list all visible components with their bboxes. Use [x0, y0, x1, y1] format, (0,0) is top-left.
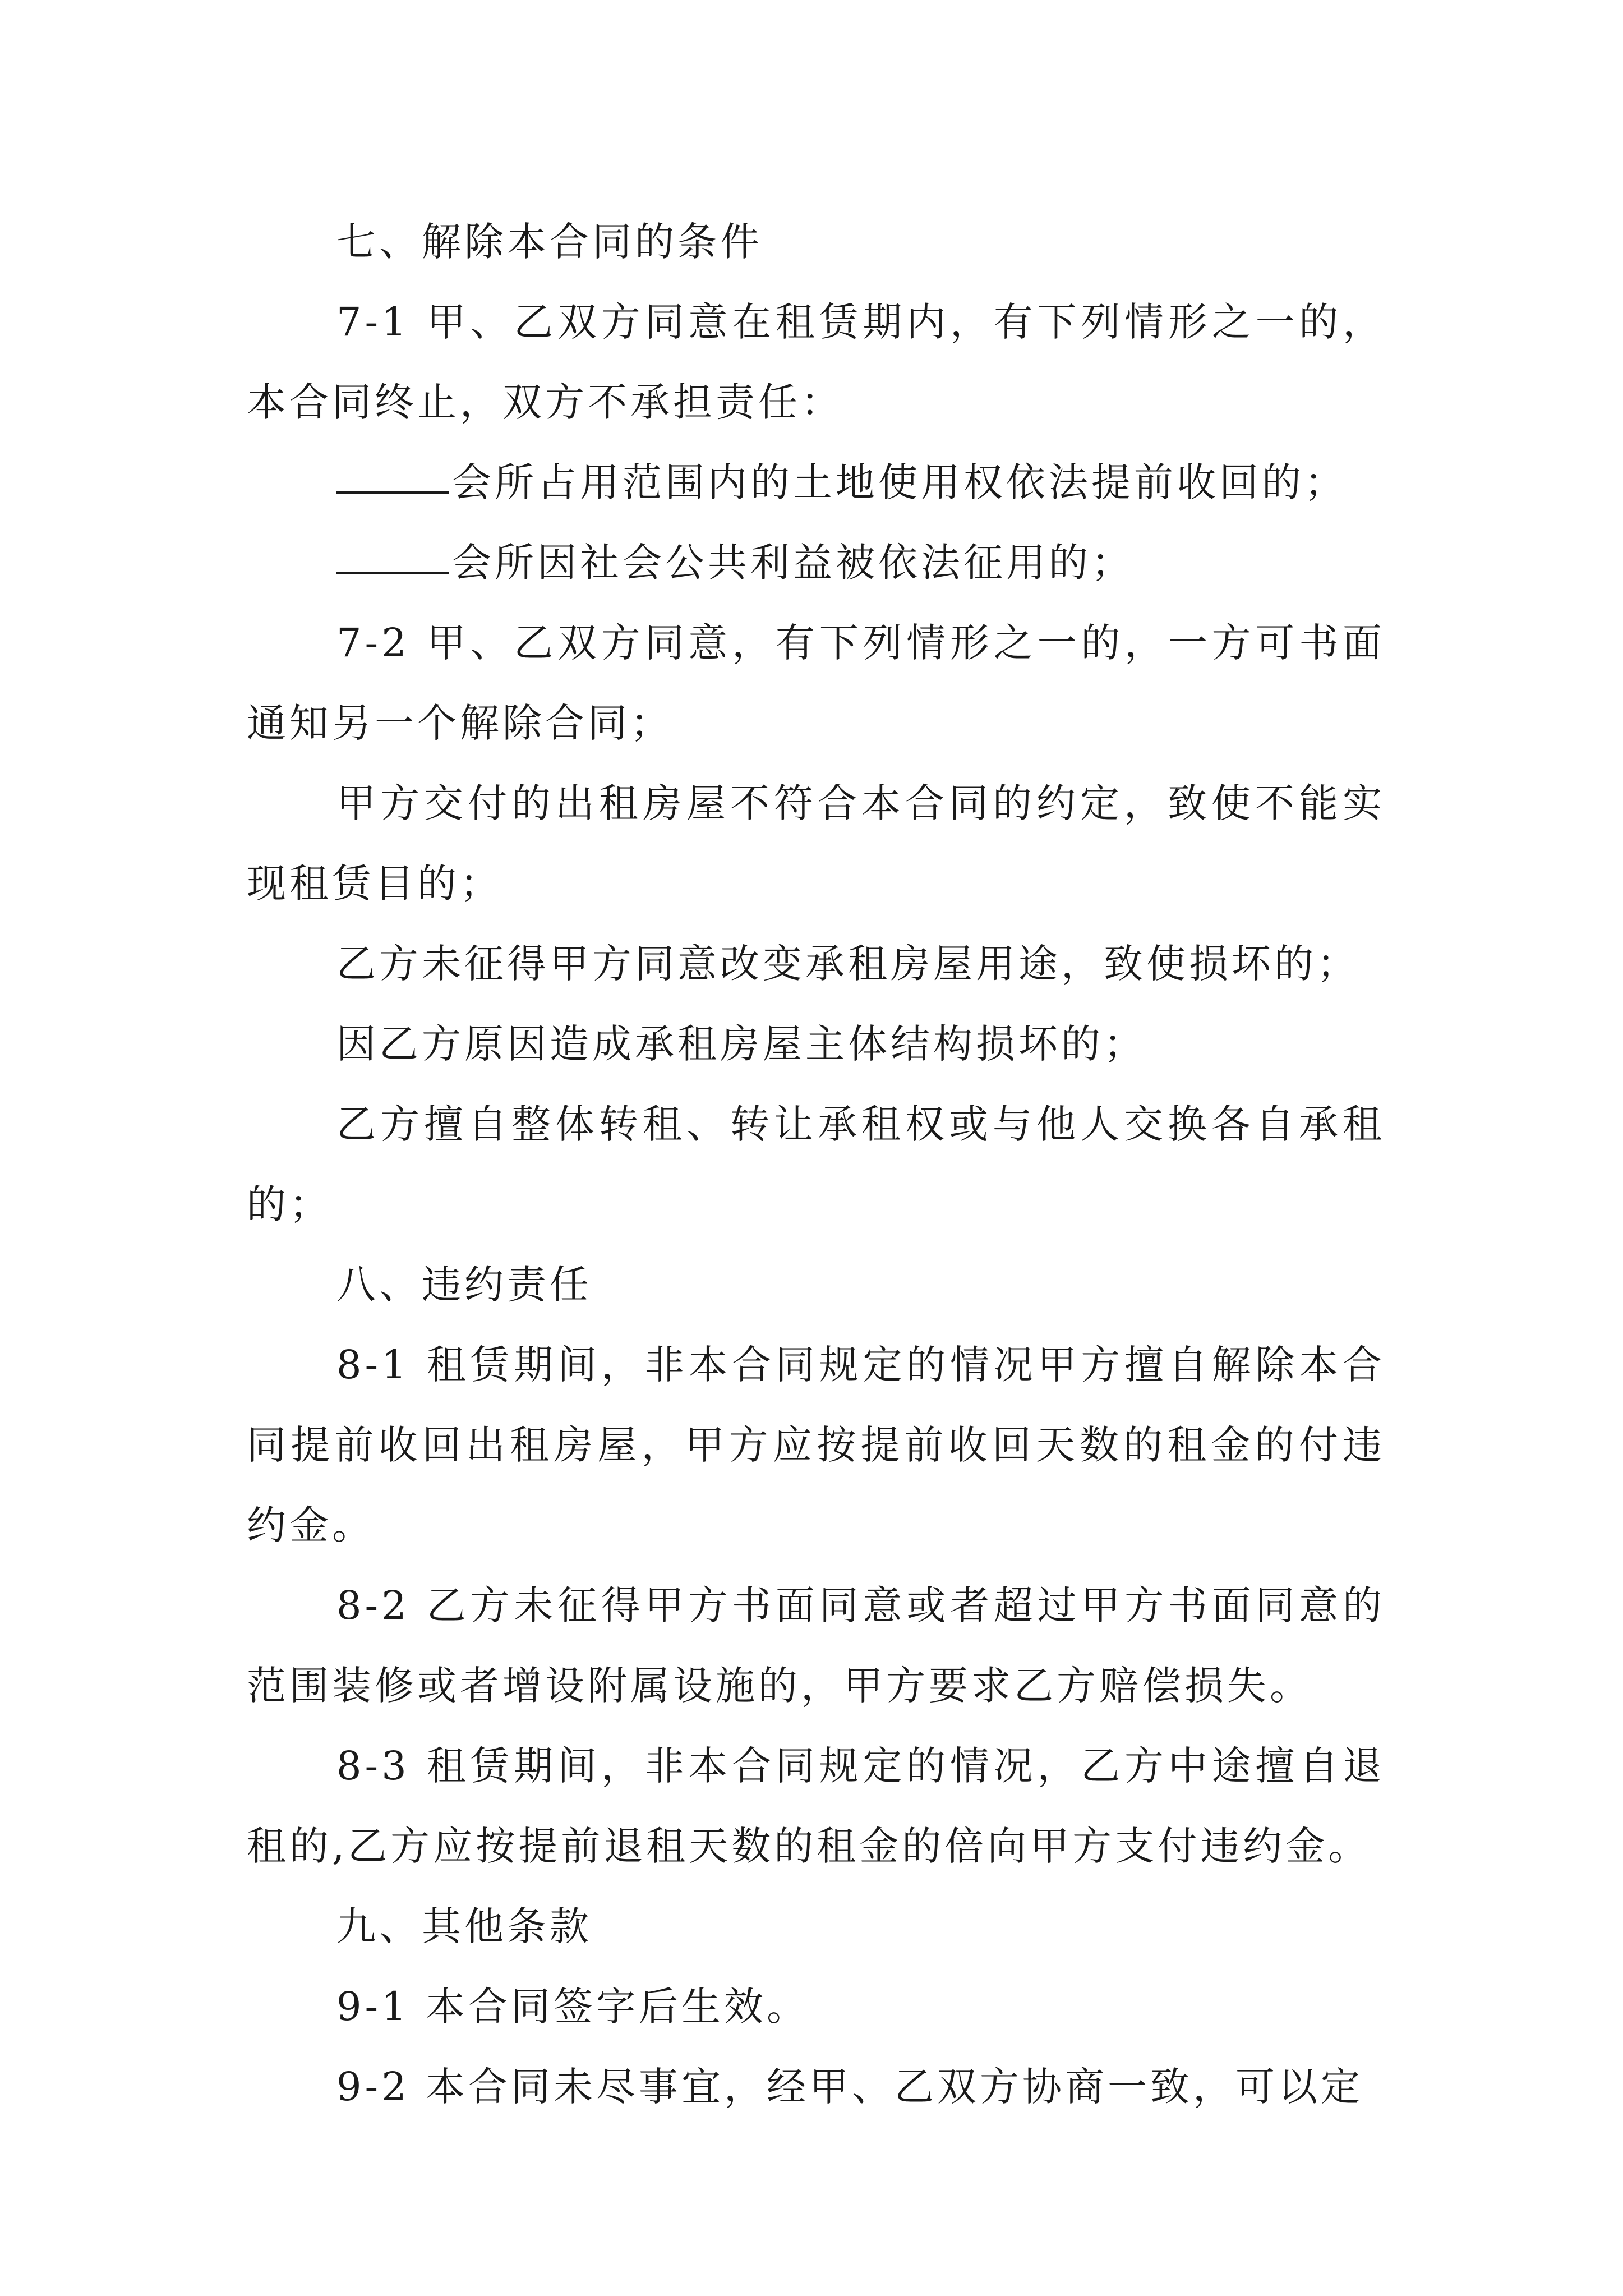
section-heading-9: 九、其他条款 [336, 1903, 592, 1949]
clause-item-text: 会所因社会公共利益被依法征用的； [452, 540, 1134, 586]
fill-in-blank [336, 532, 449, 574]
clause-7-2-item-2: 乙方未征得甲方同意改变承租房屋用途，致使损坏的； [336, 941, 1359, 987]
section-heading-7: 七、解除本合同的条件 [336, 219, 763, 265]
clause-9-2: 9-2 本合同未尽事宜，经甲、乙双方协商一致，可以定 [336, 2064, 1363, 2110]
clause-8-1: 8-1 租赁期间，非本合同规定的情况甲方擅自解除本合同提前收回出租房屋，甲方应按提前收回天数的租金的付违约金。 [247, 1342, 1385, 1548]
clause-7-2-item-4: 乙方擅自整体转租、转让承租权或与他人交换各自承租的； [247, 1101, 1385, 1227]
clause-7-2: 7-2 甲、乙双方同意，有下列情形之一的，一方可书面通知另一个解除合同； [247, 620, 1385, 746]
clause-7-1: 7-1 甲、乙双方同意在租赁期内，有下列情形之一的，本合同终止，双方不承担责任： [247, 299, 1385, 425]
clause-7-1-item-1 [247, 443, 1385, 523]
clause-7-1-item-2 [247, 523, 1385, 603]
fill-in-blank [336, 452, 449, 494]
clause-7-2-item-3: 因乙方原因造成承租房屋主体结构损坏的； [336, 1021, 1146, 1067]
clause-7-2-item-1: 甲方交付的出租房屋不符合本合同的约定，致使不能实现租赁目的； [247, 780, 1385, 907]
clause-8-3: 8-3 租赁期间，非本合同规定的情况，乙方中途擅自退租的,乙方应按提前退租天数的租金的倍向甲方支付违约金。 [247, 1743, 1385, 1869]
clause-9-1: 9-1 本合同签字后生效。 [336, 1984, 809, 2030]
document-body [247, 202, 1385, 2127]
section-heading-8: 八、违约责任 [336, 1262, 592, 1308]
clause-item-text: 会所占用范围内的土地使用权依法提前收回的； [452, 459, 1347, 505]
clause-8-2: 8-2 乙方未征得甲方书面同意或者超过甲方书面同意的范围装修或者增设附属设施的，甲方要求乙方赔偿损失。 [247, 1582, 1385, 1709]
